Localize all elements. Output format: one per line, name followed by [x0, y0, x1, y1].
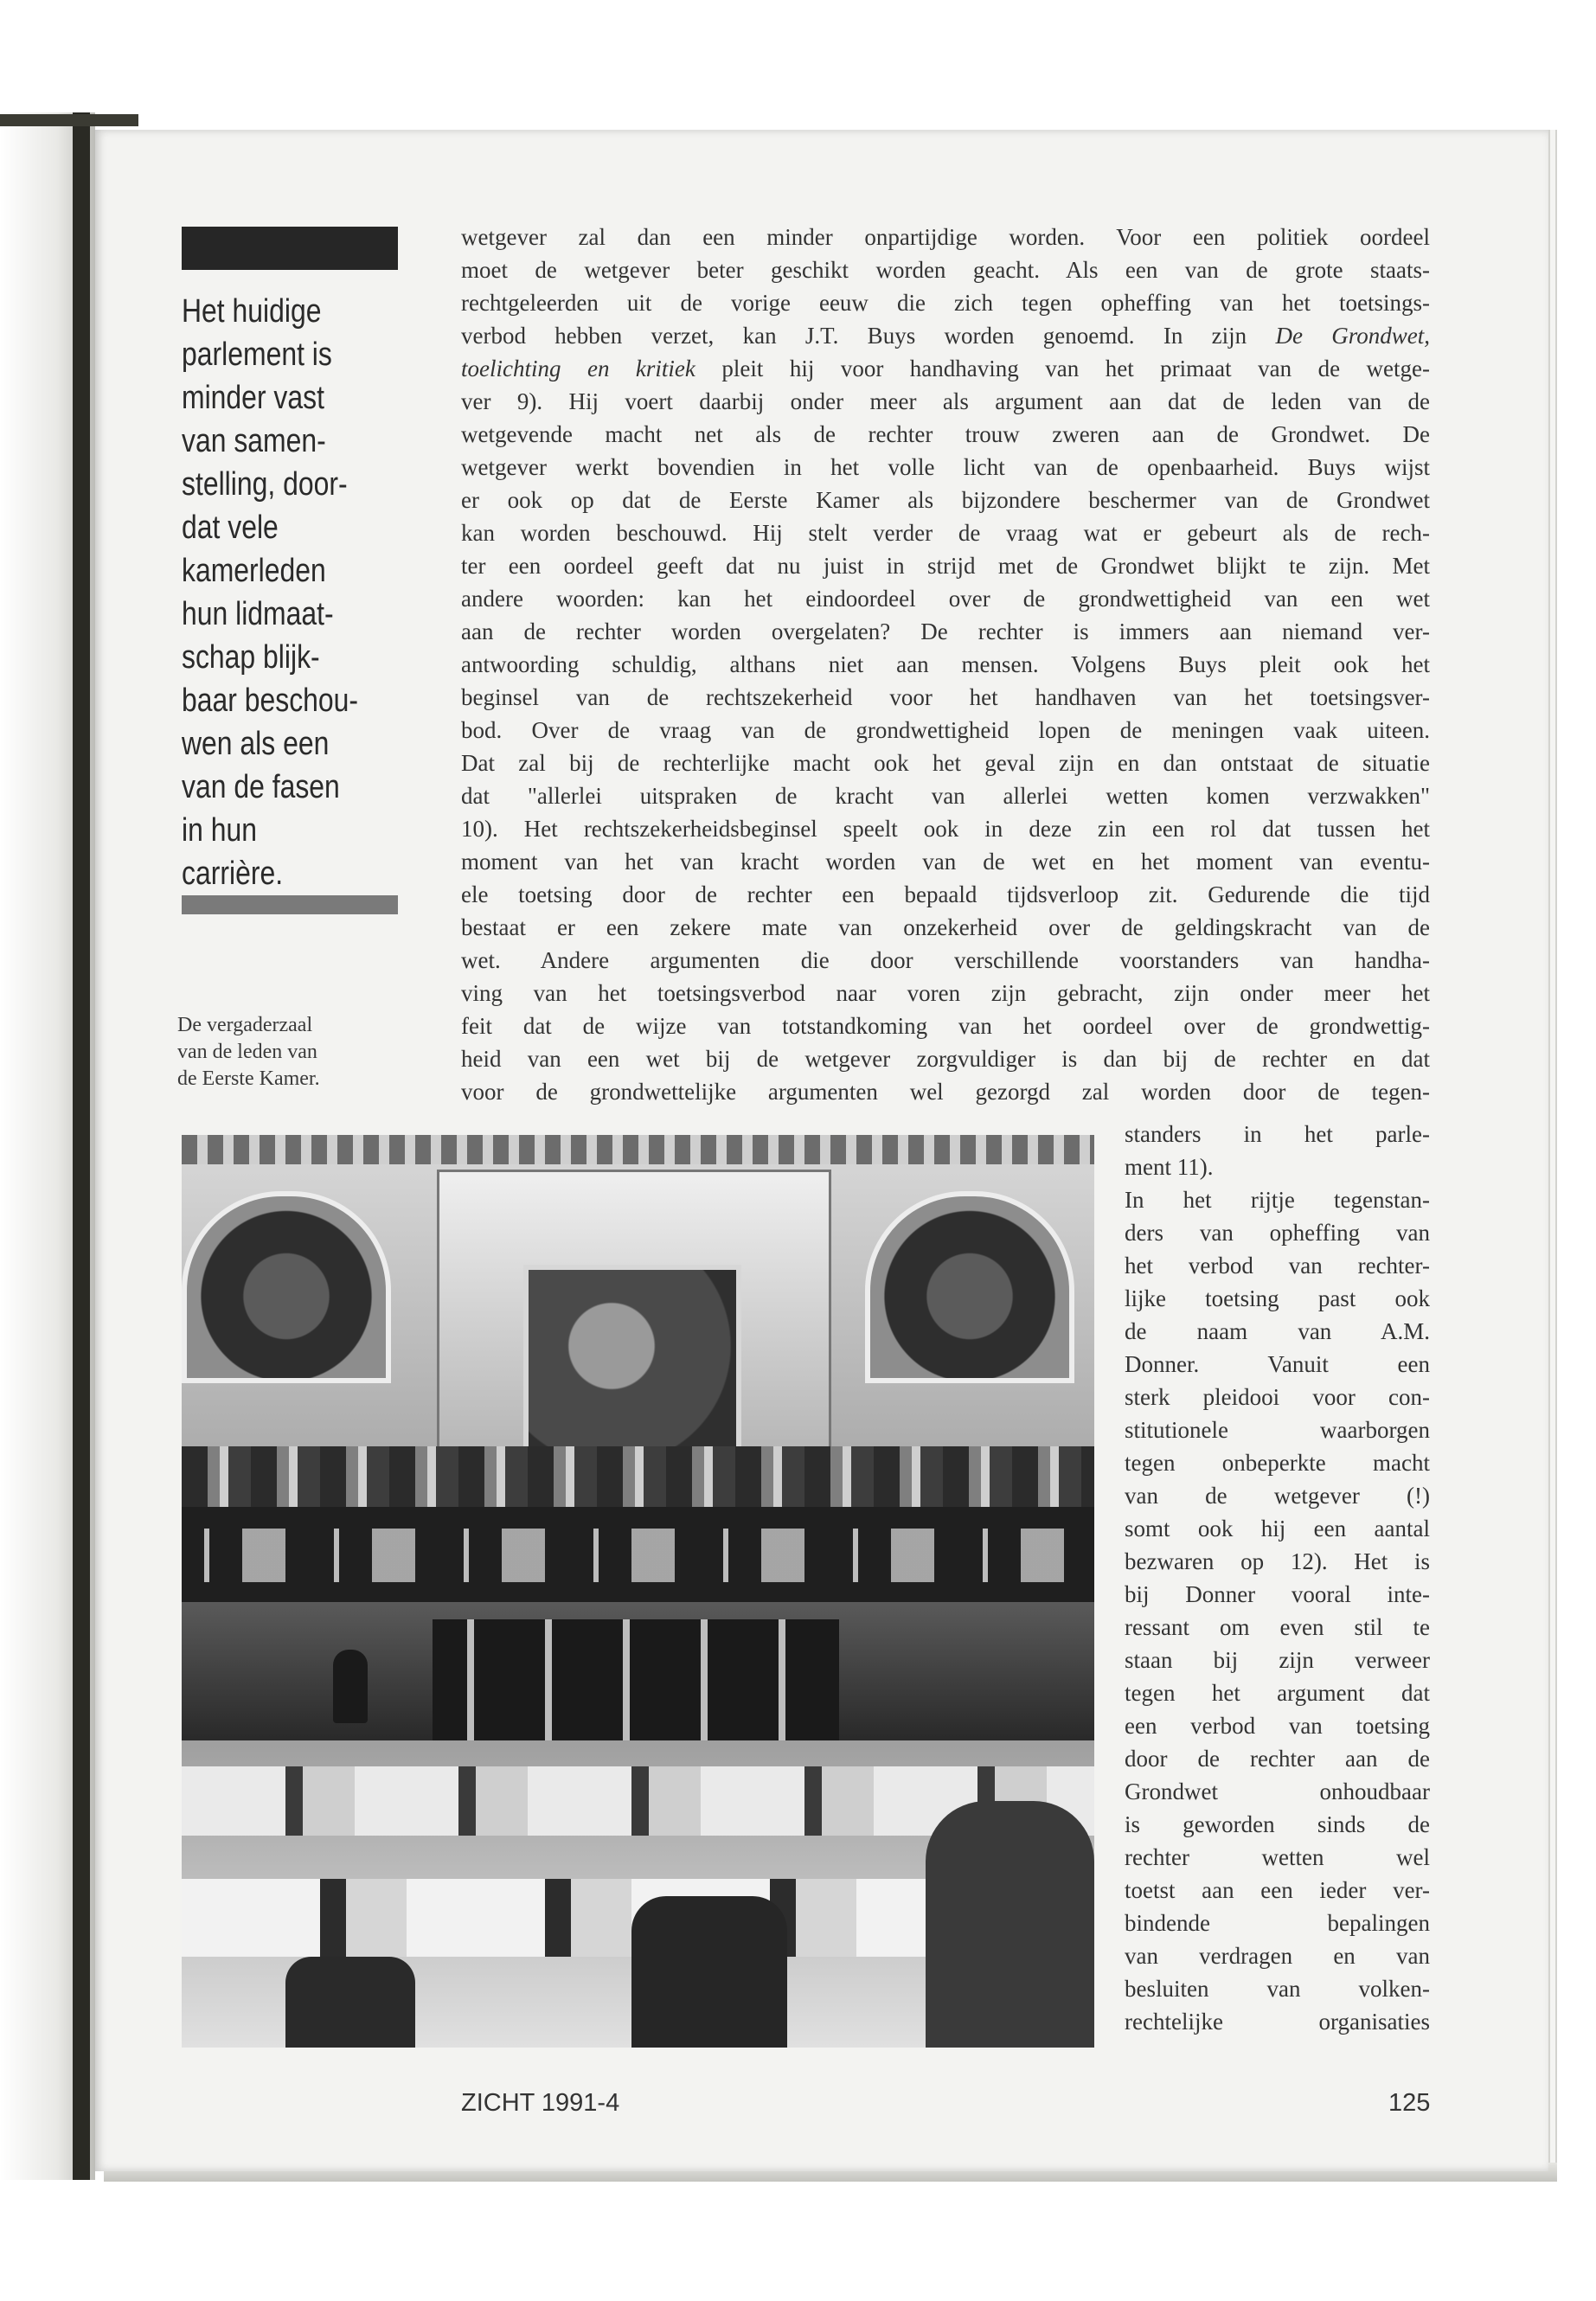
photo-public-gallery — [182, 1446, 1094, 1507]
text-line — [461, 352, 1430, 385]
text-line: bij Donner vooral inte- — [1125, 1581, 1430, 1607]
chamber-photo — [182, 1135, 1094, 2048]
text-line: beginsel van de rechtszekerheid voor het handhaven van het toetsingsver- — [461, 684, 1430, 710]
text-fragment: verbod hebben verzet, kan J.T. Buys worden genoemd. In zijn — [461, 323, 1247, 349]
text-line: is geworden sinds de — [1125, 1811, 1430, 1837]
text-line: ment 11). — [1125, 1154, 1214, 1180]
photo-arch-right — [865, 1191, 1074, 1383]
text-line: rechter wetten wel — [1125, 1844, 1430, 1870]
text-line: ressant om even stil te — [1125, 1614, 1430, 1640]
text-line: bestaat er een zekere mate van onzekerheid over de geldingskracht van de — [461, 914, 1430, 940]
text-line: 10). Het rechtszekerheidsbeginsel speelt ook in deze zin een rol dat tussen het — [461, 816, 1430, 842]
text-line: somt ook hij een aantal — [1125, 1516, 1430, 1541]
text-line: sterk pleidooi voor con- — [1125, 1384, 1430, 1410]
text-line: bod. Over de vraag van de grondwettigheid lopen de meningen vaak uiteen. — [461, 717, 1430, 743]
book-title-italic: De Grondwet, — [1275, 323, 1430, 349]
photo-chair — [926, 1801, 1094, 2048]
book-title-italic: toelichting en kritiek — [461, 356, 695, 381]
text-line: antwoording schuldig, althans niet aan mensen. Volgens Buys pleit ook het — [461, 651, 1430, 677]
text-line: tegen het argument dat — [1125, 1680, 1430, 1706]
photo-balcony-panels — [182, 1529, 1094, 1582]
text-line: besluiten van volken- — [1125, 1976, 1430, 2002]
text-line: andere woorden: kan het eindoordeel over de grondwettigheid van een wet — [461, 586, 1430, 612]
text-line: staan bij zijn verweer — [1125, 1647, 1430, 1673]
narrow-text-column — [1125, 1118, 1430, 2038]
text-line: kan worden beschouwd. Hij stelt verder de vraag wat er gebeurt als de rech- — [461, 520, 1430, 546]
text-line: feit dat de wijze van totstandkoming van het oordeel over de grondwettig- — [461, 1013, 1430, 1039]
text-line: rechtelijke organisaties — [1125, 2009, 1430, 2035]
text-line: ders van opheffing van — [1125, 1220, 1430, 1246]
text-fragment: pleit hij voor handhaving van het primaat van de wetge- — [721, 356, 1430, 381]
text-line: heid van een wet bij de wetgever zorgvuldiger is dan bij de rechter en dat — [461, 1046, 1430, 1072]
text-line: lijke toetsing past ook — [1125, 1285, 1430, 1311]
photo-doors — [433, 1619, 839, 1740]
photo-painting — [523, 1265, 741, 1465]
text-line: toetst aan een ieder ver- — [1125, 1877, 1430, 1903]
page-number: 125 — [1388, 2089, 1431, 2117]
photo-speaker-figure — [333, 1650, 368, 1723]
main-text-column — [461, 221, 1430, 1108]
text-line: Donner. Vanuit een — [1125, 1351, 1430, 1377]
photo-arch-left — [182, 1191, 391, 1383]
pull-quote-bar-bottom — [182, 895, 398, 914]
text-line: van verdragen en van — [1125, 1943, 1430, 1969]
text-line: wetgever werkt bovendien in het volle licht van de openbaarheid. Buys wijst — [461, 454, 1430, 480]
pull-quote: Het huidige parlement is minder vast van samen- stelling, door- dat vele kamerleden hun lidmaat- schap blijk- baar beschou- wen als een van de fasen in hun carrière. — [182, 293, 359, 892]
journal-issue: ZICHT 1991-4 — [461, 2089, 620, 2117]
text-line: ele toetsing door de rechter een bepaald tijdsverloop zit. Gedurende die tijd — [461, 881, 1430, 907]
photo-chair — [631, 1896, 787, 2048]
text-line: het verbod van rechter- — [1125, 1253, 1430, 1279]
text-line: door de rechter aan de — [1125, 1746, 1430, 1772]
text-line: wet. Andere argumenten die door verschillende voorstanders van handha- — [461, 947, 1430, 973]
text-line: er ook op dat de Eerste Kamer als bijzondere beschermer van de Grondwet — [461, 487, 1430, 513]
text-line: ver 9). Hij voert daarbij onder meer als argument aan dat de leden van de — [461, 388, 1430, 414]
text-line: In het rijtje tegenstan- — [1125, 1187, 1430, 1213]
text-line — [461, 319, 1430, 352]
photo-chair — [285, 1957, 415, 2048]
text-line: van de wetgever (!) — [1125, 1483, 1430, 1509]
text-line: Grondwet onhoudbaar — [1125, 1779, 1430, 1804]
text-line: moet de wetgever beter geschikt worden geacht. Als een van de grote staats- — [461, 257, 1430, 283]
text-line: de naam van A.M. — [1125, 1318, 1430, 1344]
text-line: wetgevende macht net als de rechter trouw zweren aan de Grondwet. De — [461, 421, 1430, 447]
text-line: moment van het van kracht worden van de wet en het moment van eventu- — [461, 849, 1430, 875]
text-line: ving van het toetsingsverbod naar voren zijn gebracht, zijn onder meer het — [461, 980, 1430, 1006]
text-line: een verbod van toetsing — [1125, 1713, 1430, 1739]
text-line: rechtgeleerden uit de vorige eeuw die zich tegen opheffing van het toetsings- — [461, 290, 1430, 316]
photo-caption: De vergaderzaal van de leden van de Eerste Kamer. — [177, 1014, 320, 1090]
text-line: ter een oordeel geeft dat nu juist in strijd met de Grondwet blijkt te zijn. Met — [461, 553, 1430, 579]
pull-quote-bar-top — [182, 227, 398, 270]
text-line: bindende bepalingen — [1125, 1910, 1430, 1936]
book-spine-cap — [0, 114, 138, 126]
text-line: tegen onbeperkte macht — [1125, 1450, 1430, 1476]
text-line: bezwaren op 12). Het is — [1125, 1548, 1430, 1574]
text-line: aan de rechter worden overgelaten? De rechter is immers aan niemand ver- — [461, 619, 1430, 644]
text-line: wetgever zal dan een minder onpartijdige worden. Voor een politiek oordeel — [461, 224, 1430, 250]
text-line: Dat zal bij de rechterlijke macht ook het geval zijn en dan ontstaat de situatie — [461, 750, 1430, 776]
book-spine — [73, 112, 90, 2180]
text-line: voor de grondwettelijke argumenten wel gezorgd zal worden door de tegen- — [461, 1079, 1430, 1105]
text-line: dat "allerlei uitspraken de kracht van allerlei wetten komen verzwakken" — [461, 783, 1430, 809]
photo-frieze — [182, 1135, 1094, 1164]
text-line: standers in het parle- — [1125, 1121, 1430, 1147]
text-line: stitutionele waarborgen — [1125, 1417, 1430, 1443]
